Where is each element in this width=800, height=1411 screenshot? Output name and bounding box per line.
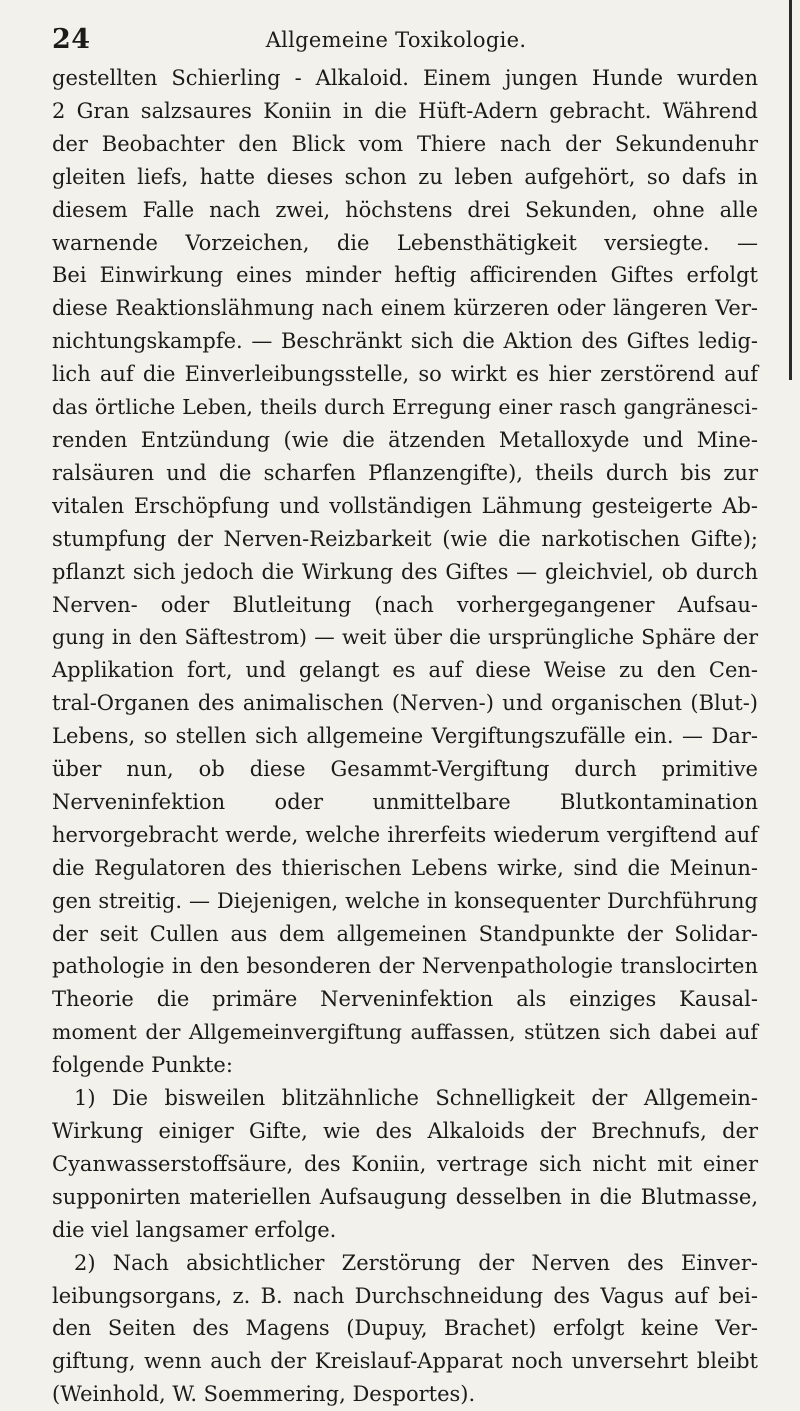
text-line: die viel langsamer erfolge.: [52, 1217, 337, 1242]
text-line: 2) Nach absichtlicher Zerstörung der Nerven des Einver-: [74, 1250, 758, 1275]
text-line: warnende Vorzeichen, die Lebensthätigkeit versiegte. —: [52, 230, 758, 255]
text-line: ralsäuren und die scharfen Pflanzengifte), theils durch bis zur: [52, 460, 758, 485]
text-line: Applikation fort, und gelangt es auf diese Weise zu den Cen-: [52, 658, 758, 683]
text-line: gen streitig. — Diejenigen, welche in konsequenter Durchführung: [52, 888, 758, 913]
text-line: hervorgebracht werde, welche ihrerfeits wiederum vergiftend auf: [52, 822, 758, 847]
text-line: gleiten liefs, hatte dieses schon zu leben aufgehört, so dafs in: [52, 164, 758, 189]
text-line: leibungsorgans, z. B. nach Durchschneidung des Vagus auf bei-: [52, 1283, 758, 1308]
text-line: lich auf die Einverleibungsstelle, so wirkt es hier zerstörend auf: [52, 362, 758, 387]
text-line: diesem Falle nach zwei, höchstens drei Sekunden, ohne alle: [52, 197, 758, 222]
text-line: supponirten materiellen Aufsaugung desselben in die Blutmasse,: [52, 1184, 758, 1209]
text-line: pflanzt sich jedoch die Wirkung des Giftes — gleichviel, ob durch: [52, 559, 758, 584]
page-header: [52, 24, 740, 54]
text-line: Nerveninfektion oder unmittelbare Blutkontamination: [52, 789, 758, 814]
text-line: Nerven- oder Blutleitung (nach vorhergegangener Aufsau-: [52, 592, 758, 617]
text-line: nichtungskampfe. — Beschränkt sich die Aktion des Giftes ledig-: [52, 329, 758, 354]
page-number: 24: [52, 24, 91, 55]
text-line: gung in den Säftestrom) — weit über die ursprüngliche Sphäre der: [52, 625, 758, 650]
text-line: vitalen Erschöpfung und vollständigen Lähmung gesteigerte Ab-: [52, 493, 758, 518]
text-line: der seit Cullen aus dem allgemeinen Standpunkte der Solidar-: [52, 921, 758, 946]
text-line: Cyanwasserstoffsäure, des Koniin, vertrage sich nicht mit einer: [52, 1151, 758, 1176]
text-line: gestellten Schierling - Alkaloid. Einem jungen Hunde wurden: [52, 66, 758, 90]
text-line: die Regulatoren des thierischen Lebens wirke, sind die Meinun-: [52, 855, 758, 880]
text-line: diese Reaktionslähmung nach einem kürzeren oder längeren Ver-: [52, 296, 758, 321]
text-line: Wirkung einiger Gifte, wie des Alkaloids der Brechnufs, der: [52, 1119, 758, 1143]
text-line: pathologie in den besonderen der Nervenpathologie translocirten: [52, 954, 758, 979]
page-edge-line: [789, 0, 792, 380]
text-line: das örtliche Leben, theils durch Erregung einer rasch gangränesci-: [52, 395, 758, 420]
text-line: moment der Allgemeinvergiftung auffassen, stützen sich dabei auf: [52, 1020, 758, 1045]
text-line: 2 Gran salzsaures Koniin in die Hüft-Adern gebracht. Während: [52, 98, 758, 123]
text-line: folgende Punkte:: [52, 1053, 233, 1078]
text-line: den Seiten des Magens (Dupuy, Brachet) erfolgt keine Ver-: [52, 1316, 758, 1341]
running-head: Allgemeine Toxikologie.: [265, 28, 527, 52]
text-line: (Weinhold, W. Soemmering, Desportes).: [52, 1382, 476, 1407]
text-line: stumpfung der Nerven-Reizbarkeit (wie die narkotischen Gifte);: [52, 526, 758, 551]
text-line: Theorie die primäre Nerveninfektion als einziges Kausal-: [52, 987, 758, 1012]
body-text: [52, 62, 758, 1411]
text-line: der Beobachter den Blick vom Thiere nach der Sekundenuhr: [52, 131, 758, 156]
text-line: Bei Einwirkung eines minder heftig afficirenden Giftes erfolgt: [52, 263, 758, 288]
text-line: renden Entzündung (wie die ätzenden Metalloxyde und Mine-: [52, 427, 758, 452]
text-line: giftung, wenn auch der Kreislauf-Apparat noch unversehrt bleibt: [52, 1349, 758, 1374]
text-line: tral-Organen des animalischen (Nerven-) und organischen (Blut-): [52, 691, 758, 716]
text-line: 1) Die bisweilen blitzähnliche Schnelligkeit der Allgemein-: [74, 1086, 758, 1111]
text-line: über nun, ob diese Gesammt-Vergiftung durch primitive: [52, 757, 758, 782]
text-line: Lebens, so stellen sich allgemeine Vergiftungszufälle ein. — Dar-: [52, 724, 758, 749]
